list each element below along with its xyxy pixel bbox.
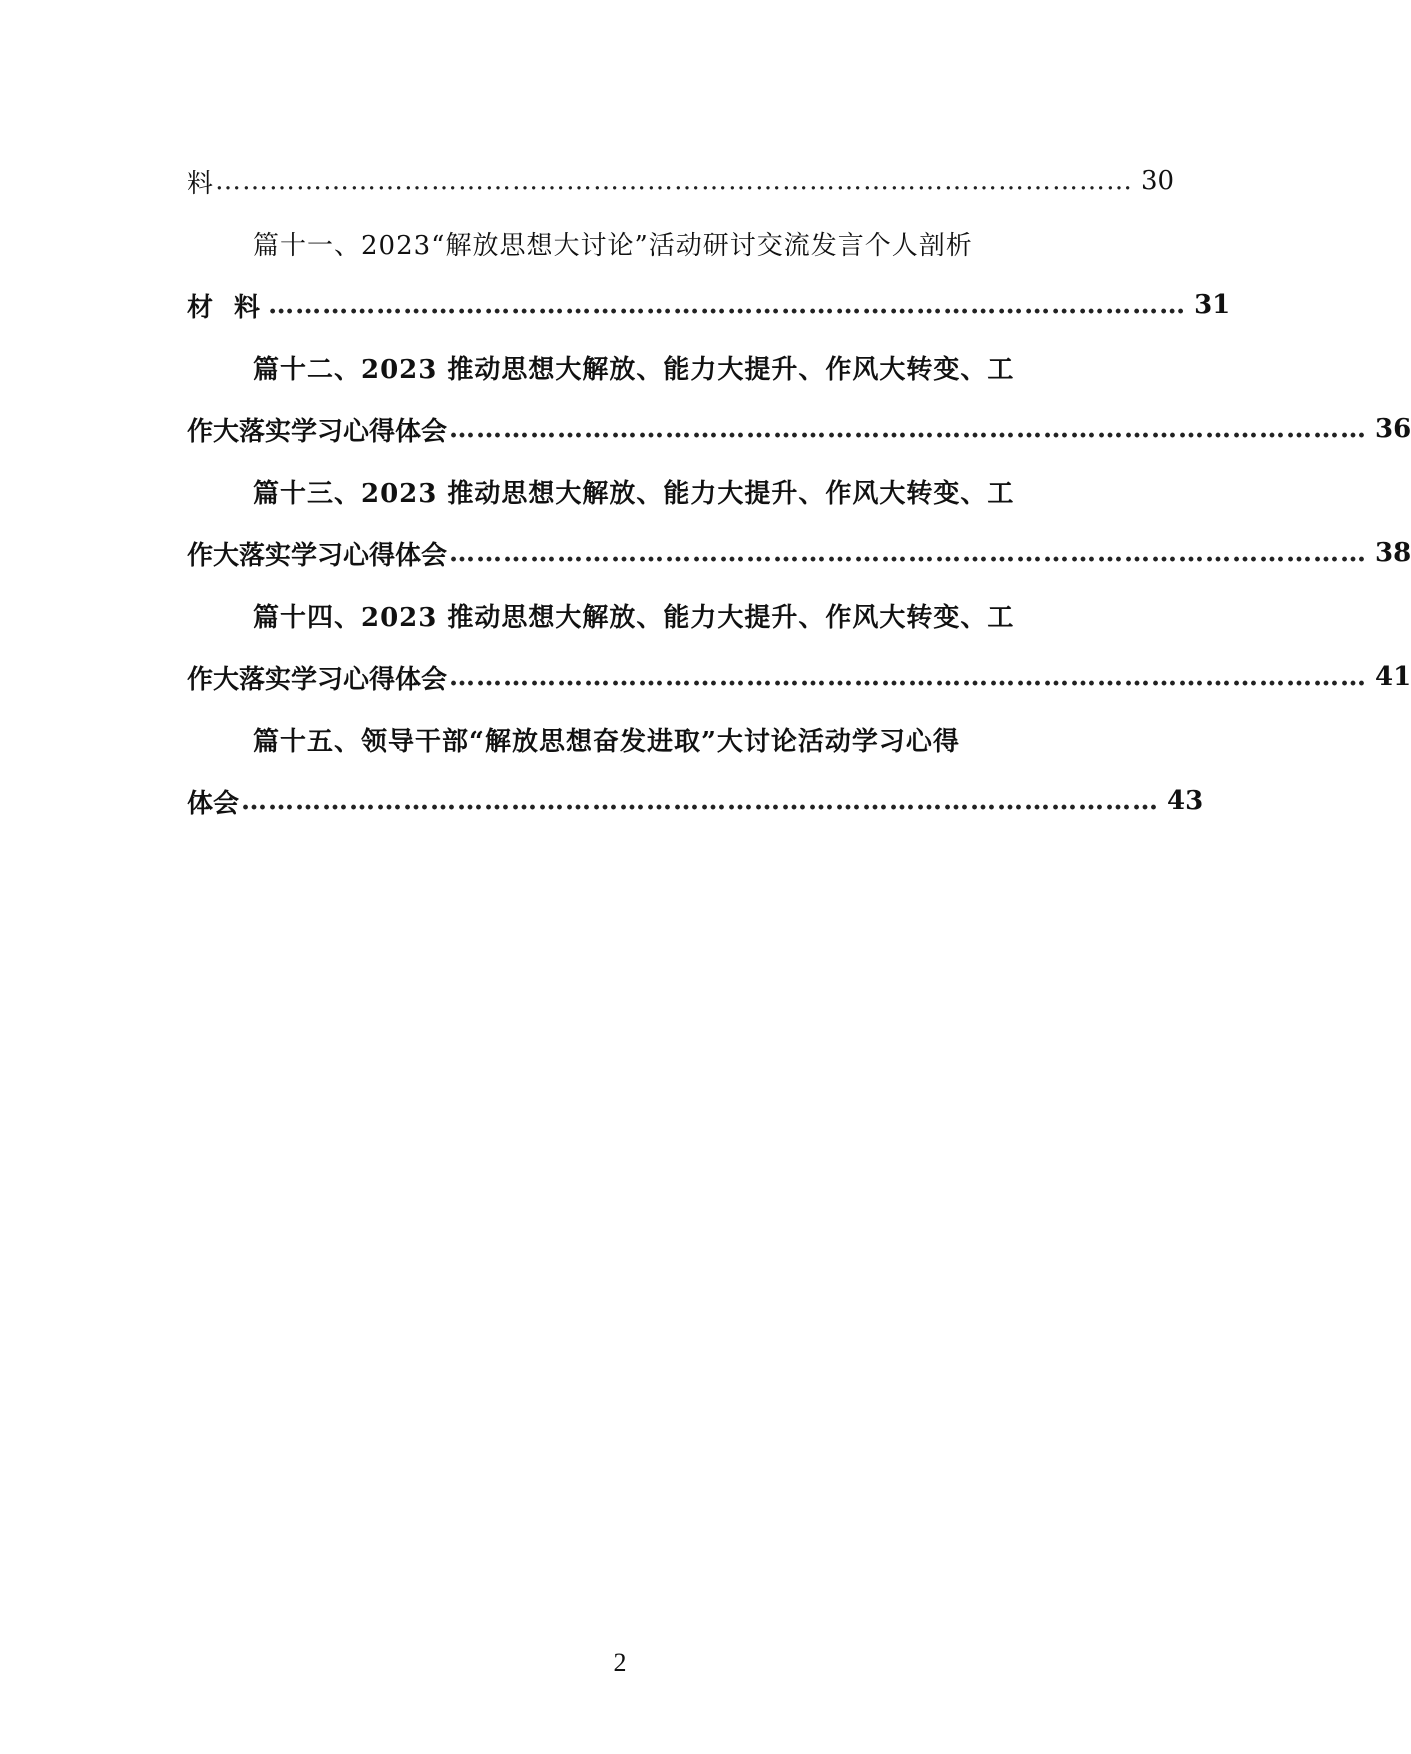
toc-leader-dots: ………………………………………………………………………………………… (449, 414, 1368, 444)
toc-leader-dots: ………………………………………………………………………………………… (449, 538, 1368, 568)
toc-entry-15-end[interactable] (187, 770, 1204, 832)
toc-entry-12-tail: 作大落实学习心得体会 (187, 416, 448, 447)
toc-entry-10-end[interactable] (187, 150, 1175, 212)
toc-entry-10-page: 30 (1141, 166, 1175, 196)
toc-entry-15-tail: 体会 (187, 788, 240, 819)
toc-entry-12-page: 36 (1375, 414, 1411, 444)
toc-entry-12-end[interactable] (187, 398, 1411, 460)
toc-entry-11-page: 31 (1194, 290, 1231, 320)
toc-entry-14-page: 41 (1375, 662, 1411, 692)
toc-entry-13-title[interactable]: 篇十三、2023 推动思想大解放、能力大提升、作风大转变、工 (253, 478, 1015, 509)
toc-entry-11-end[interactable] (187, 274, 1231, 336)
table-of-contents (187, 150, 1411, 832)
toc-entry-13-end[interactable] (187, 522, 1411, 584)
toc-entry-11-tail: 材 料 (187, 292, 267, 323)
toc-entry-15-page: 43 (1167, 786, 1204, 816)
toc-entry-14-title[interactable]: 篇十四、2023 推动思想大解放、能力大提升、作风大转变、工 (253, 602, 1015, 633)
toc-entry-14-end[interactable] (187, 646, 1411, 708)
toc-entry-13-tail: 作大落实学习心得体会 (187, 540, 448, 571)
toc-leader-dots: ………………………………………………………………………………………… (241, 786, 1160, 816)
toc-entry-10-tail: 料 (187, 168, 214, 199)
toc-leader-dots: ………………………………………………………………………………………… (449, 662, 1368, 692)
page-number: 2 (613, 1648, 627, 1677)
toc-entry-15-title[interactable]: 篇十五、领导干部“解放思想奋发进取”大讨论活动学习心得 (253, 726, 960, 757)
toc-entry-12-title[interactable]: 篇十二、2023 推动思想大解放、能力大提升、作风大转变、工 (253, 354, 1015, 385)
toc-entry-11-title[interactable]: 篇十一、2023“解放思想大讨论”活动研讨交流发言个人剖析 (253, 230, 973, 261)
toc-entry-14-tail: 作大落实学习心得体会 (187, 664, 448, 695)
toc-entry-13-page: 38 (1375, 538, 1411, 568)
toc-leader-dots: ………………………………………………………………………………………… (215, 166, 1134, 196)
toc-leader-dots: ………………………………………………………………………………………… (268, 290, 1187, 320)
